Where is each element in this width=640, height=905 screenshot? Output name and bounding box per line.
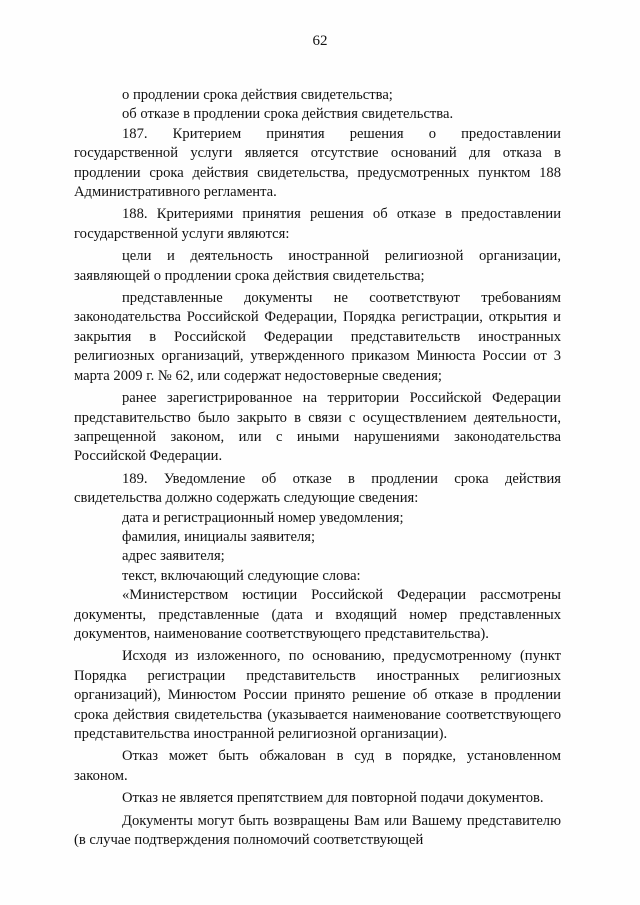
paragraph-189: 189. Уведомление об отказе в продлении срока действия свидетельства должно содержать следующие сведения: xyxy=(74,470,561,507)
paragraph-1: о продлении срока действия свидетельства; xyxy=(122,87,393,103)
paragraph-notice-address: адрес заявителя; xyxy=(122,548,225,565)
paragraph-notice-date: дата и регистрационный номер уведомления; xyxy=(122,509,404,526)
paragraph-criterion-documents: представленные документы не соответствуют требованиям законодательства Российской Федерации, Порядка регистрации, открытия и закрытия в Российской Федерации представительств иностранных религиозных организаций, утвержденного приказом Минюста России от 3 марта 2009 г. № 62, или содержат недостоверные сведения; xyxy=(74,290,561,384)
paragraph-2: об отказе в продлении срока действия свидетельства. xyxy=(122,106,454,123)
paragraph-documents-returned: Документы могут быть возвращены Вам или Вашему представителю (в случае подтверждения полномочий соответствующей xyxy=(74,812,561,849)
paragraph-notice-name: фамилия, инициалы заявителя; xyxy=(122,528,316,545)
paragraph-188: 188. Критериями принятия решения об отказе в предоставлении государственной услуги являются: xyxy=(74,206,561,242)
paragraph-criterion-closed: ранее зарегистрированное на территории Российской Федерации представительство было закрыто в связи с осуществлением деятельности, запрещенной законом, или с иными нарушениями законодательства Российской Федерации. xyxy=(74,390,561,465)
paragraph-appeal: Отказ может быть обжалован в суд в порядке, установленном законом. xyxy=(74,748,561,784)
paragraph-quote-decision: Исходя из изложенного, по основанию, предусмотренному (пункт Порядка регистрации представительств иностранных религиозных организаций), Минюстом России принято решение об отказе в продлении срока действия свидетельства (указывается наименование соответствующего представительства иностранной религиозной организации). xyxy=(74,648,561,742)
paragraph-no-obstacle: Отказ не является препятствием для повторной подачи документов. xyxy=(122,790,544,807)
paragraph-187: 187. Критерием принятия решения о предоставлении государственной услуги является отсутствие оснований для отказа в продлении срока действия свидетельства, предусмотренных пунктом 188 Административного регламента. xyxy=(74,125,561,201)
paragraph-criterion-goals: цели и деятельность иностранной религиозной организации, заявляющей о продлении срока действия свидетельства; xyxy=(74,248,561,284)
paragraph-notice-text: текст, включающий следующие слова: xyxy=(122,567,361,584)
paragraph-quote-ministry: «Министерством юстиции Российской Федерации рассмотрены документы, представленные (дата и входящий номер представленных документов, наименование соответствующего представительства). xyxy=(74,587,561,642)
page-number: 62 xyxy=(312,33,328,49)
document-body xyxy=(74,86,561,850)
